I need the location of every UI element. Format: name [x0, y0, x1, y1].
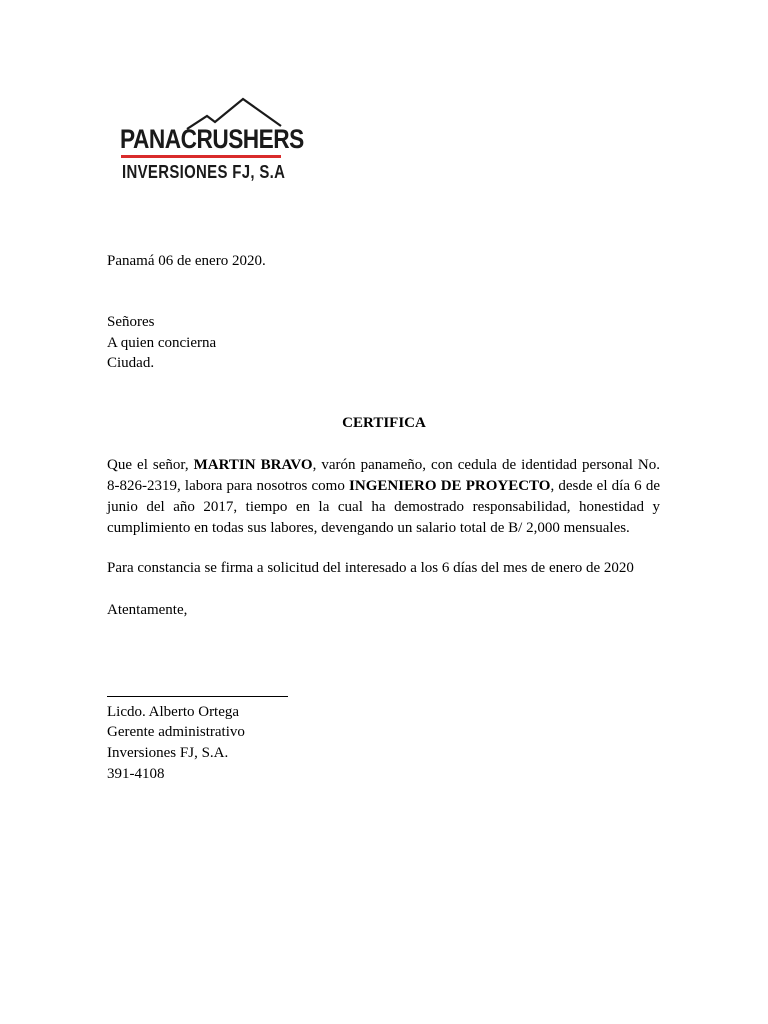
date-line: Panamá 06 de enero 2020. [107, 253, 266, 269]
signatory-name: Licdo. Alberto Ortega [107, 704, 240, 720]
recipient-line-3: Ciudad. [107, 355, 155, 371]
employee-role: INGENIERO DE PROYECTO [349, 478, 551, 494]
certification-paragraph [107, 455, 660, 539]
employee-name: MARTIN BRAVO [193, 457, 313, 473]
recipient-line-2: A quien concierna [107, 335, 217, 351]
recipient-line-1: Señores [107, 314, 155, 330]
constancy-paragraph: Para constancia se firma a solicitud del interesado a los 6 días del mes de enero de 2020 [107, 560, 634, 576]
signatory-phone: 391-4108 [107, 766, 165, 782]
body-text-3: , desde el día 6 de junio del año 2017, tiempo en la cual ha demostrado responsabilidad, honestidad y cumplimiento en todas sus labores, devengando un salario total de B/ 2,000 mensuales. [107, 478, 660, 536]
logo-company-line: INVERSIONES FJ, S.A [122, 162, 286, 182]
signatory-position: Gerente administrativo [107, 724, 245, 740]
signatory-company: Inversiones FJ, S.A. [107, 745, 229, 761]
logo-red-rule [121, 155, 281, 158]
body-text-1: Que el señor, [107, 457, 194, 473]
signature-line [107, 696, 288, 697]
body-text-2: , varón panameño, con cedula de identidad personal No. 8-826-2319, labora para nosotros como [107, 457, 660, 494]
closing-line: Atentamente, [107, 602, 188, 618]
logo-brand-name: PANACRUSHERS [120, 124, 304, 154]
document-title: CERTIFICA [342, 415, 426, 431]
